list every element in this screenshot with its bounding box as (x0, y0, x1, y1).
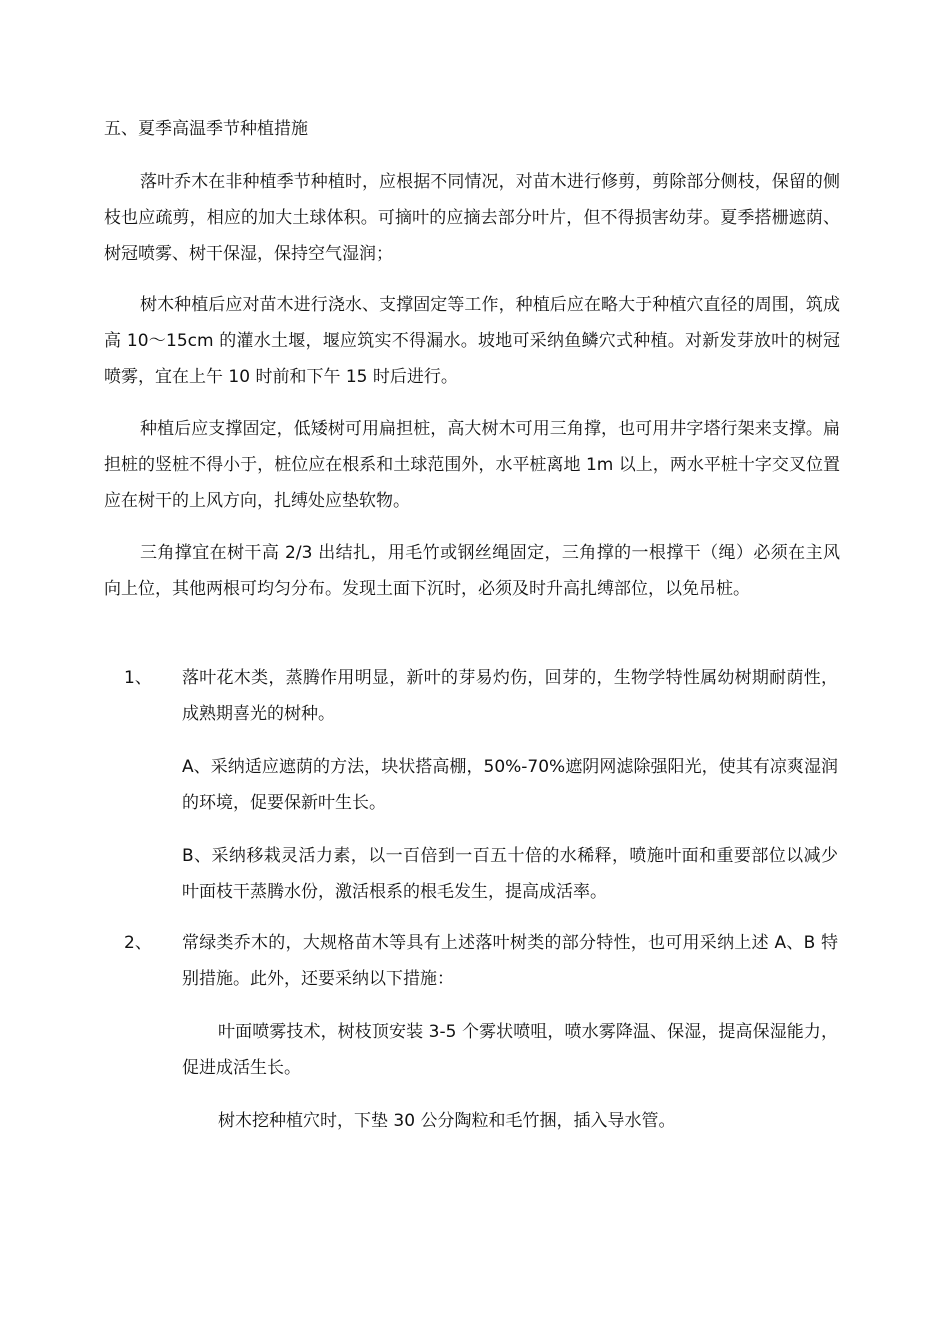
list-item-text: 常绿类乔木的，大规格苗木等具有上述落叶树类的部分特性，也可用采纳上述 A、B 特别措施。此外，还要采纳以下措施： (182, 933, 838, 989)
list-item-number: 2、 (124, 933, 152, 953)
sub-item: 树木挖种植穴时，下垫 30 公分陶粒和毛竹捆，插入导水管。 (218, 1111, 676, 1131)
paragraph: 种植后应支撑固定，低矮树可用扁担桩，高大树木可用三角撑，也可用井字塔行架来支撑。扁担桩的竖桩不得小于，桩位应在根系和土球范围外，水平桩离地 1m 以上，两水平桩十字交叉位置应在树干的上风方向，扎缚处应垫软物。 (104, 419, 840, 511)
section-title: 五、夏季高温季节种植措施 (104, 119, 308, 139)
paragraph: 树木种植后应对苗木进行浇水、支撑固定等工作，种植后应在略大于种植穴直径的周围，筑成高 10～15cm 的灌水土堰，堰应筑实不得漏水。坡地可采纳鱼鳞穴式种植。对新发芽放叶的树冠喷雾，宜在上午 10 时前和下午 15 时后进行。 (104, 295, 840, 387)
list-item-text: 落叶花木类，蒸腾作用明显，新叶的芽易灼伤，回芽的，生物学特性属幼树期耐荫性，成熟期喜光的树种。 (182, 668, 838, 724)
sub-item: B、采纳移栽灵活力素，以一百倍到一百五十倍的水稀释，喷施叶面和重要部位以减少叶面枝干蒸腾水份，激活根系的根毛发生，提高成活率。 (182, 846, 838, 902)
sub-item: A、采纳适应遮荫的方法，块状搭高棚，50%-70%遮阴网滤除强阳光，使其有凉爽湿润的环境，促要保新叶生长。 (182, 757, 838, 813)
paragraph: 落叶乔木在非种植季节种植时，应根据不同情况，对苗木进行修剪，剪除部分侧枝，保留的侧枝也应疏剪，相应的加大土球体积。可摘叶的应摘去部分叶片，但不得损害幼芽。夏季搭栅遮荫、树冠喷雾、树干保湿，保持空气湿润； (104, 172, 840, 264)
paragraph: 三角撑宜在树干高 2/3 出结扎，用毛竹或钢丝绳固定，三角撑的一根撑干（绳）必须在主风向上位，其他两根可均匀分布。发现土面下沉时，必须及时升高扎缚部位，以免吊桩。 (104, 543, 840, 599)
list-item-number: 1、 (124, 668, 152, 688)
sub-item: 叶面喷雾技术，树枝顶安装 3-5 个雾状喷咀，喷水雾降温、保湿，提高保湿能力，促进成活生长。 (182, 1022, 838, 1078)
